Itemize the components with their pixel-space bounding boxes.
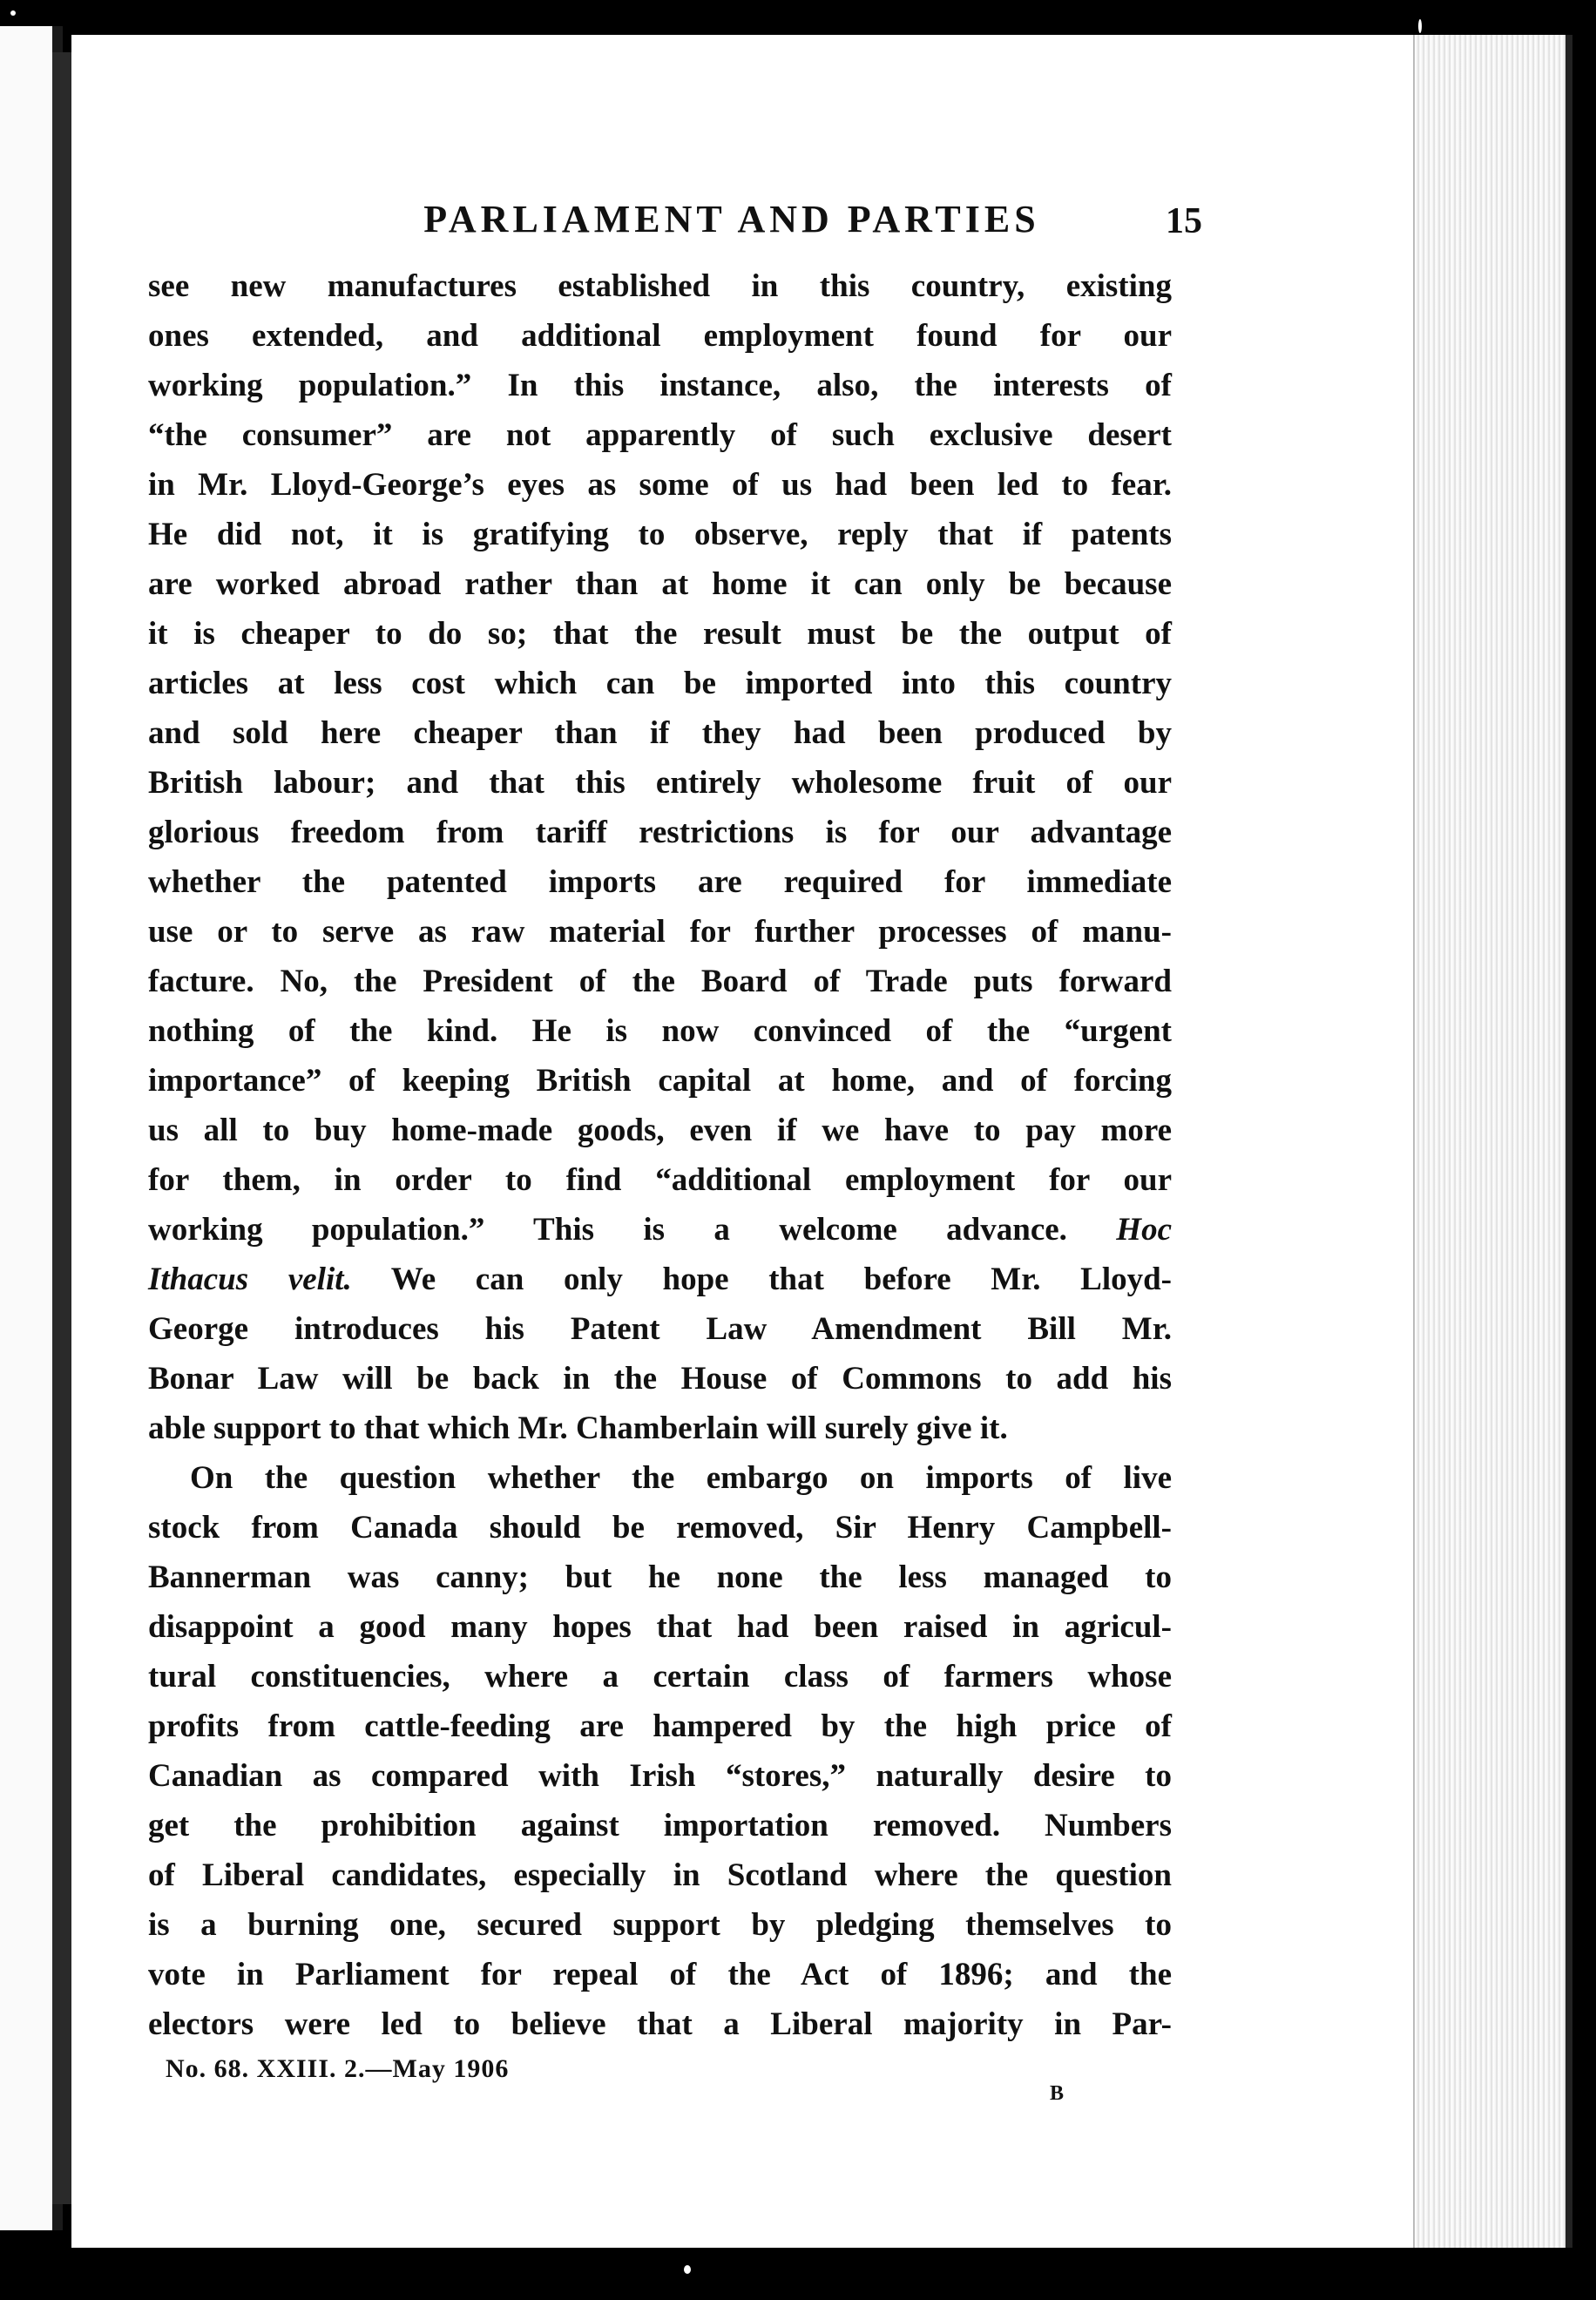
text-segment: working population.” This is a welcome advance. bbox=[148, 1212, 1067, 1248]
body-text bbox=[148, 261, 1172, 2049]
text-line-with-italic bbox=[148, 1255, 1172, 1304]
text-segment: We can only hope that before Mr. Lloyd- bbox=[390, 1262, 1172, 1297]
text-line: electors were led to believe that a Liberal majority in Par- bbox=[148, 2006, 1172, 2042]
text-line: “the consumer” are not apparently of such exclusive desert bbox=[148, 417, 1172, 453]
text-line: nothing of the kind. He is now convinced of the “urgent bbox=[148, 1013, 1172, 1049]
text-line: working population.” In this instance, also, the interests of bbox=[148, 368, 1172, 403]
text-line: are worked abroad rather than at home it can only be because bbox=[148, 566, 1172, 602]
text-line: for them, in order to find “additional employment for our bbox=[148, 1162, 1172, 1198]
page-block-edge bbox=[1413, 35, 1567, 2248]
text-line-with-italic bbox=[148, 1205, 1172, 1255]
paragraph-start-line: On the question whether the embargo on imports of live bbox=[190, 1460, 1172, 1496]
text-line: profits from cattle-feeding are hampered by the high price of bbox=[148, 1708, 1172, 1744]
text-line: get the prohibition against importation removed. Numbers bbox=[148, 1808, 1172, 1843]
text-line: Bannerman was canny; but he none the less managed to bbox=[148, 1559, 1172, 1595]
text-line: whether the patented imports are required for immediate bbox=[148, 864, 1172, 900]
text-line: George introduces his Patent Law Amendment Bill Mr. bbox=[148, 1311, 1172, 1347]
text-line: tural constituencies, where a certain class of farmers whose bbox=[148, 1659, 1172, 1695]
italic-phrase: Hoc bbox=[1116, 1212, 1172, 1248]
scan-artifact bbox=[10, 10, 16, 16]
text-line: Canadian as compared with Irish “stores,” naturally desire to bbox=[148, 1758, 1172, 1794]
text-line: vote in Parliament for repeal of the Act of 1896; and the bbox=[148, 1957, 1172, 1992]
text-line: glorious freedom from tariff restrictions is for our advantage bbox=[148, 815, 1172, 850]
italic-phrase: Ithacus velit. bbox=[148, 1262, 352, 1297]
text-line: ones extended, and additional employment found for our bbox=[148, 318, 1172, 354]
scan-artifact bbox=[684, 2265, 691, 2274]
signature-mark: B bbox=[1050, 2082, 1065, 2105]
issue-line: No. 68. XXIII. 2.—May 1906 bbox=[166, 2054, 510, 2083]
book-binding bbox=[52, 52, 71, 2204]
text-line: see new manufactures established in this country, existing bbox=[148, 268, 1172, 304]
text-line: is a burning one, secured support by pledging themselves to bbox=[148, 1907, 1172, 1943]
text-line: Bonar Law will be back in the House of Commons to add his bbox=[148, 1361, 1172, 1397]
text-line: and sold here cheaper than if they had been produced by bbox=[148, 715, 1172, 751]
scan-artifact bbox=[1259, 44, 1263, 48]
text-line: of Liberal candidates, especially in Scotland where the question bbox=[148, 1857, 1172, 1893]
text-line: use or to serve as raw material for further processes of manu- bbox=[148, 914, 1172, 950]
text-line: in Mr. Lloyd-George’s eyes as some of us had been led to fear. bbox=[148, 467, 1172, 503]
text-line: articles at less cost which can be imported into this country bbox=[148, 666, 1172, 701]
text-line: us all to buy home-made goods, even if we have to pay more bbox=[148, 1113, 1172, 1148]
scan-artifact bbox=[1418, 19, 1422, 33]
text-line: it is cheaper to do so; that the result must be the output of bbox=[148, 616, 1172, 652]
text-line: able support to that which Mr. Chamberlain will surely give it. bbox=[148, 1410, 1008, 1446]
running-title: PARLIAMENT AND PARTIES bbox=[423, 198, 1040, 240]
page-block-shadow bbox=[1566, 35, 1572, 2248]
text-line: disappoint a good many hopes that had been raised in agricul- bbox=[148, 1609, 1172, 1645]
text-line: stock from Canada should be removed, Sir Henry Campbell- bbox=[148, 1510, 1172, 1546]
page-number: 15 bbox=[1166, 201, 1202, 241]
text-line: importance” of keeping British capital at home, and of forcing bbox=[148, 1063, 1172, 1099]
text-line: He did not, it is gratifying to observe, reply that if patents bbox=[148, 517, 1172, 552]
text-line: facture. No, the President of the Board of Trade puts forward bbox=[148, 964, 1172, 999]
text-line: British labour; and that this entirely wholesome fruit of our bbox=[148, 765, 1172, 801]
